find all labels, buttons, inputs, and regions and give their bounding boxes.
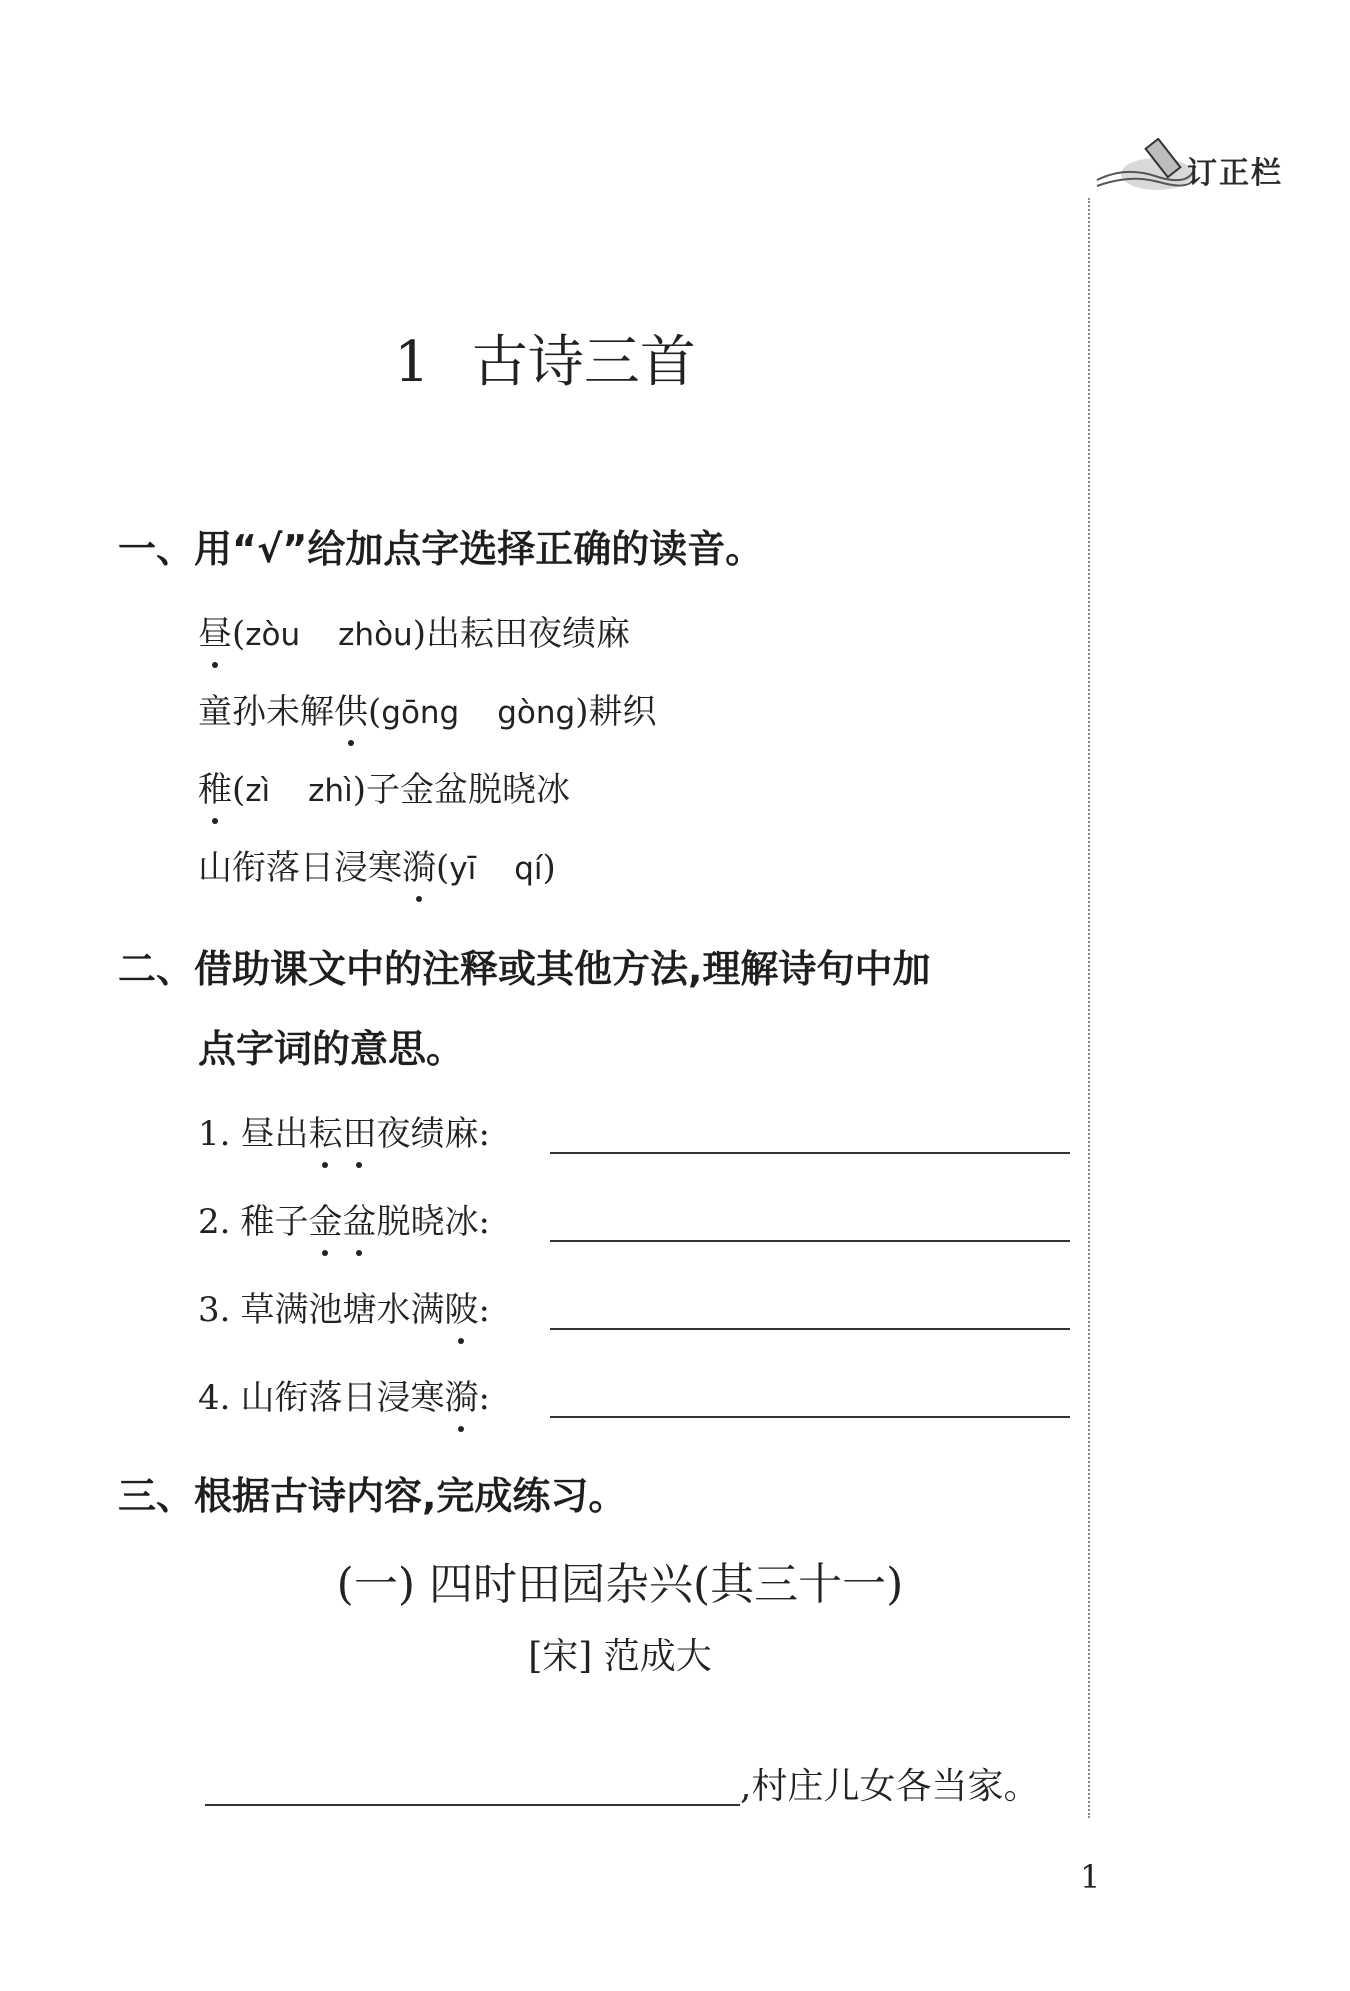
section-1-heading: 一、用“√”给加点字选择正确的读音。: [118, 527, 764, 571]
dotted-char: 漪: [444, 1370, 478, 1419]
question-2: [198, 1194, 490, 1243]
dotted-char: 供: [334, 684, 368, 733]
question-3: [198, 1282, 490, 1331]
paren: (: [232, 770, 246, 810]
colon: :: [478, 1202, 490, 1242]
line-text: 出耘田夜绩麻: [425, 614, 630, 654]
question-number: 4.: [198, 1378, 231, 1418]
colon: :: [478, 1114, 490, 1154]
question-number: 3.: [198, 1290, 231, 1330]
answer-line-1[interactable]: [550, 1152, 1070, 1154]
section-2-heading-line-1: 二、借助课文中的注释或其他方法,理解诗句中加: [118, 947, 931, 991]
colon: :: [478, 1378, 490, 1418]
poem-title: (一) 四时田园杂兴(其三十一): [336, 1559, 904, 1610]
line-text: 耕织: [588, 692, 657, 732]
correction-column-label: 订正栏: [1187, 156, 1283, 191]
pencil-swoosh-icon: [1095, 138, 1195, 198]
pinyin-option[interactable]: yī: [449, 851, 477, 887]
paren: (: [232, 614, 246, 654]
poem-text: 山衔落日浸寒: [240, 1378, 445, 1418]
answer-line-4[interactable]: [550, 1416, 1070, 1418]
line-text: 山衔落日浸寒: [198, 848, 402, 888]
paren: (: [436, 848, 450, 888]
lesson-title: [0, 318, 1090, 398]
question-number: 2.: [198, 1202, 231, 1242]
dotted-char: 田: [342, 1106, 376, 1155]
dotted-char: 金: [308, 1194, 342, 1243]
question-1: [198, 1106, 490, 1155]
correction-column-header: [1095, 118, 1325, 198]
pinyin-option[interactable]: zhì: [308, 773, 353, 809]
verse-blank-line[interactable]: [205, 1804, 740, 1806]
pinyin-line-4: [198, 840, 556, 889]
lesson-number: 1: [394, 330, 430, 395]
section-3-heading: 三、根据古诗内容,完成练习。: [118, 1474, 627, 1518]
pinyin-option[interactable]: zì: [245, 773, 271, 809]
section-2-heading-line-2: 点字词的意思。: [198, 1027, 465, 1071]
answer-line-3[interactable]: [550, 1328, 1070, 1330]
paren: ): [542, 848, 556, 888]
verse-text: ,村庄儿女各当家。: [740, 1766, 1040, 1807]
question-number: 1.: [198, 1114, 231, 1154]
poem-text: 脱晓冰: [376, 1202, 479, 1242]
pinyin-option[interactable]: gōng: [381, 695, 460, 731]
lesson-title-text: 古诗三首: [471, 330, 696, 395]
dotted-char: 陂: [444, 1282, 478, 1331]
answer-line-2[interactable]: [550, 1240, 1070, 1242]
poem-text: 草满池塘水满: [240, 1290, 445, 1330]
paren: (: [368, 692, 382, 732]
pinyin-line-1: [198, 606, 630, 655]
pinyin-line-2: [198, 684, 657, 733]
pinyin-option[interactable]: zòu: [245, 617, 301, 653]
pinyin-line-3: [198, 762, 570, 811]
poem-text: 夜绩麻: [376, 1114, 479, 1154]
pinyin-option[interactable]: qí: [514, 851, 543, 887]
dotted-char: 盆: [342, 1194, 376, 1243]
poem-author: [宋] 范成大: [528, 1636, 712, 1677]
dotted-char: 稚: [198, 762, 232, 811]
colon: :: [478, 1290, 490, 1330]
paren: ): [352, 770, 366, 810]
paren: ): [412, 614, 426, 654]
poem-text: 昼出: [240, 1114, 309, 1154]
line-text: 童孙未解: [198, 692, 334, 732]
paren: ): [575, 692, 589, 732]
poem-text: 稚子: [240, 1202, 309, 1242]
dotted-char: 漪: [402, 840, 436, 889]
page-number: 1: [1080, 1858, 1101, 1896]
pinyin-option[interactable]: zhòu: [338, 617, 413, 653]
line-text: 子金盆脱晓冰: [365, 770, 570, 810]
dotted-char: 耘: [308, 1106, 342, 1155]
dotted-char: 昼: [198, 606, 232, 655]
question-4: [198, 1370, 490, 1419]
pinyin-option[interactable]: gòng: [497, 695, 576, 731]
